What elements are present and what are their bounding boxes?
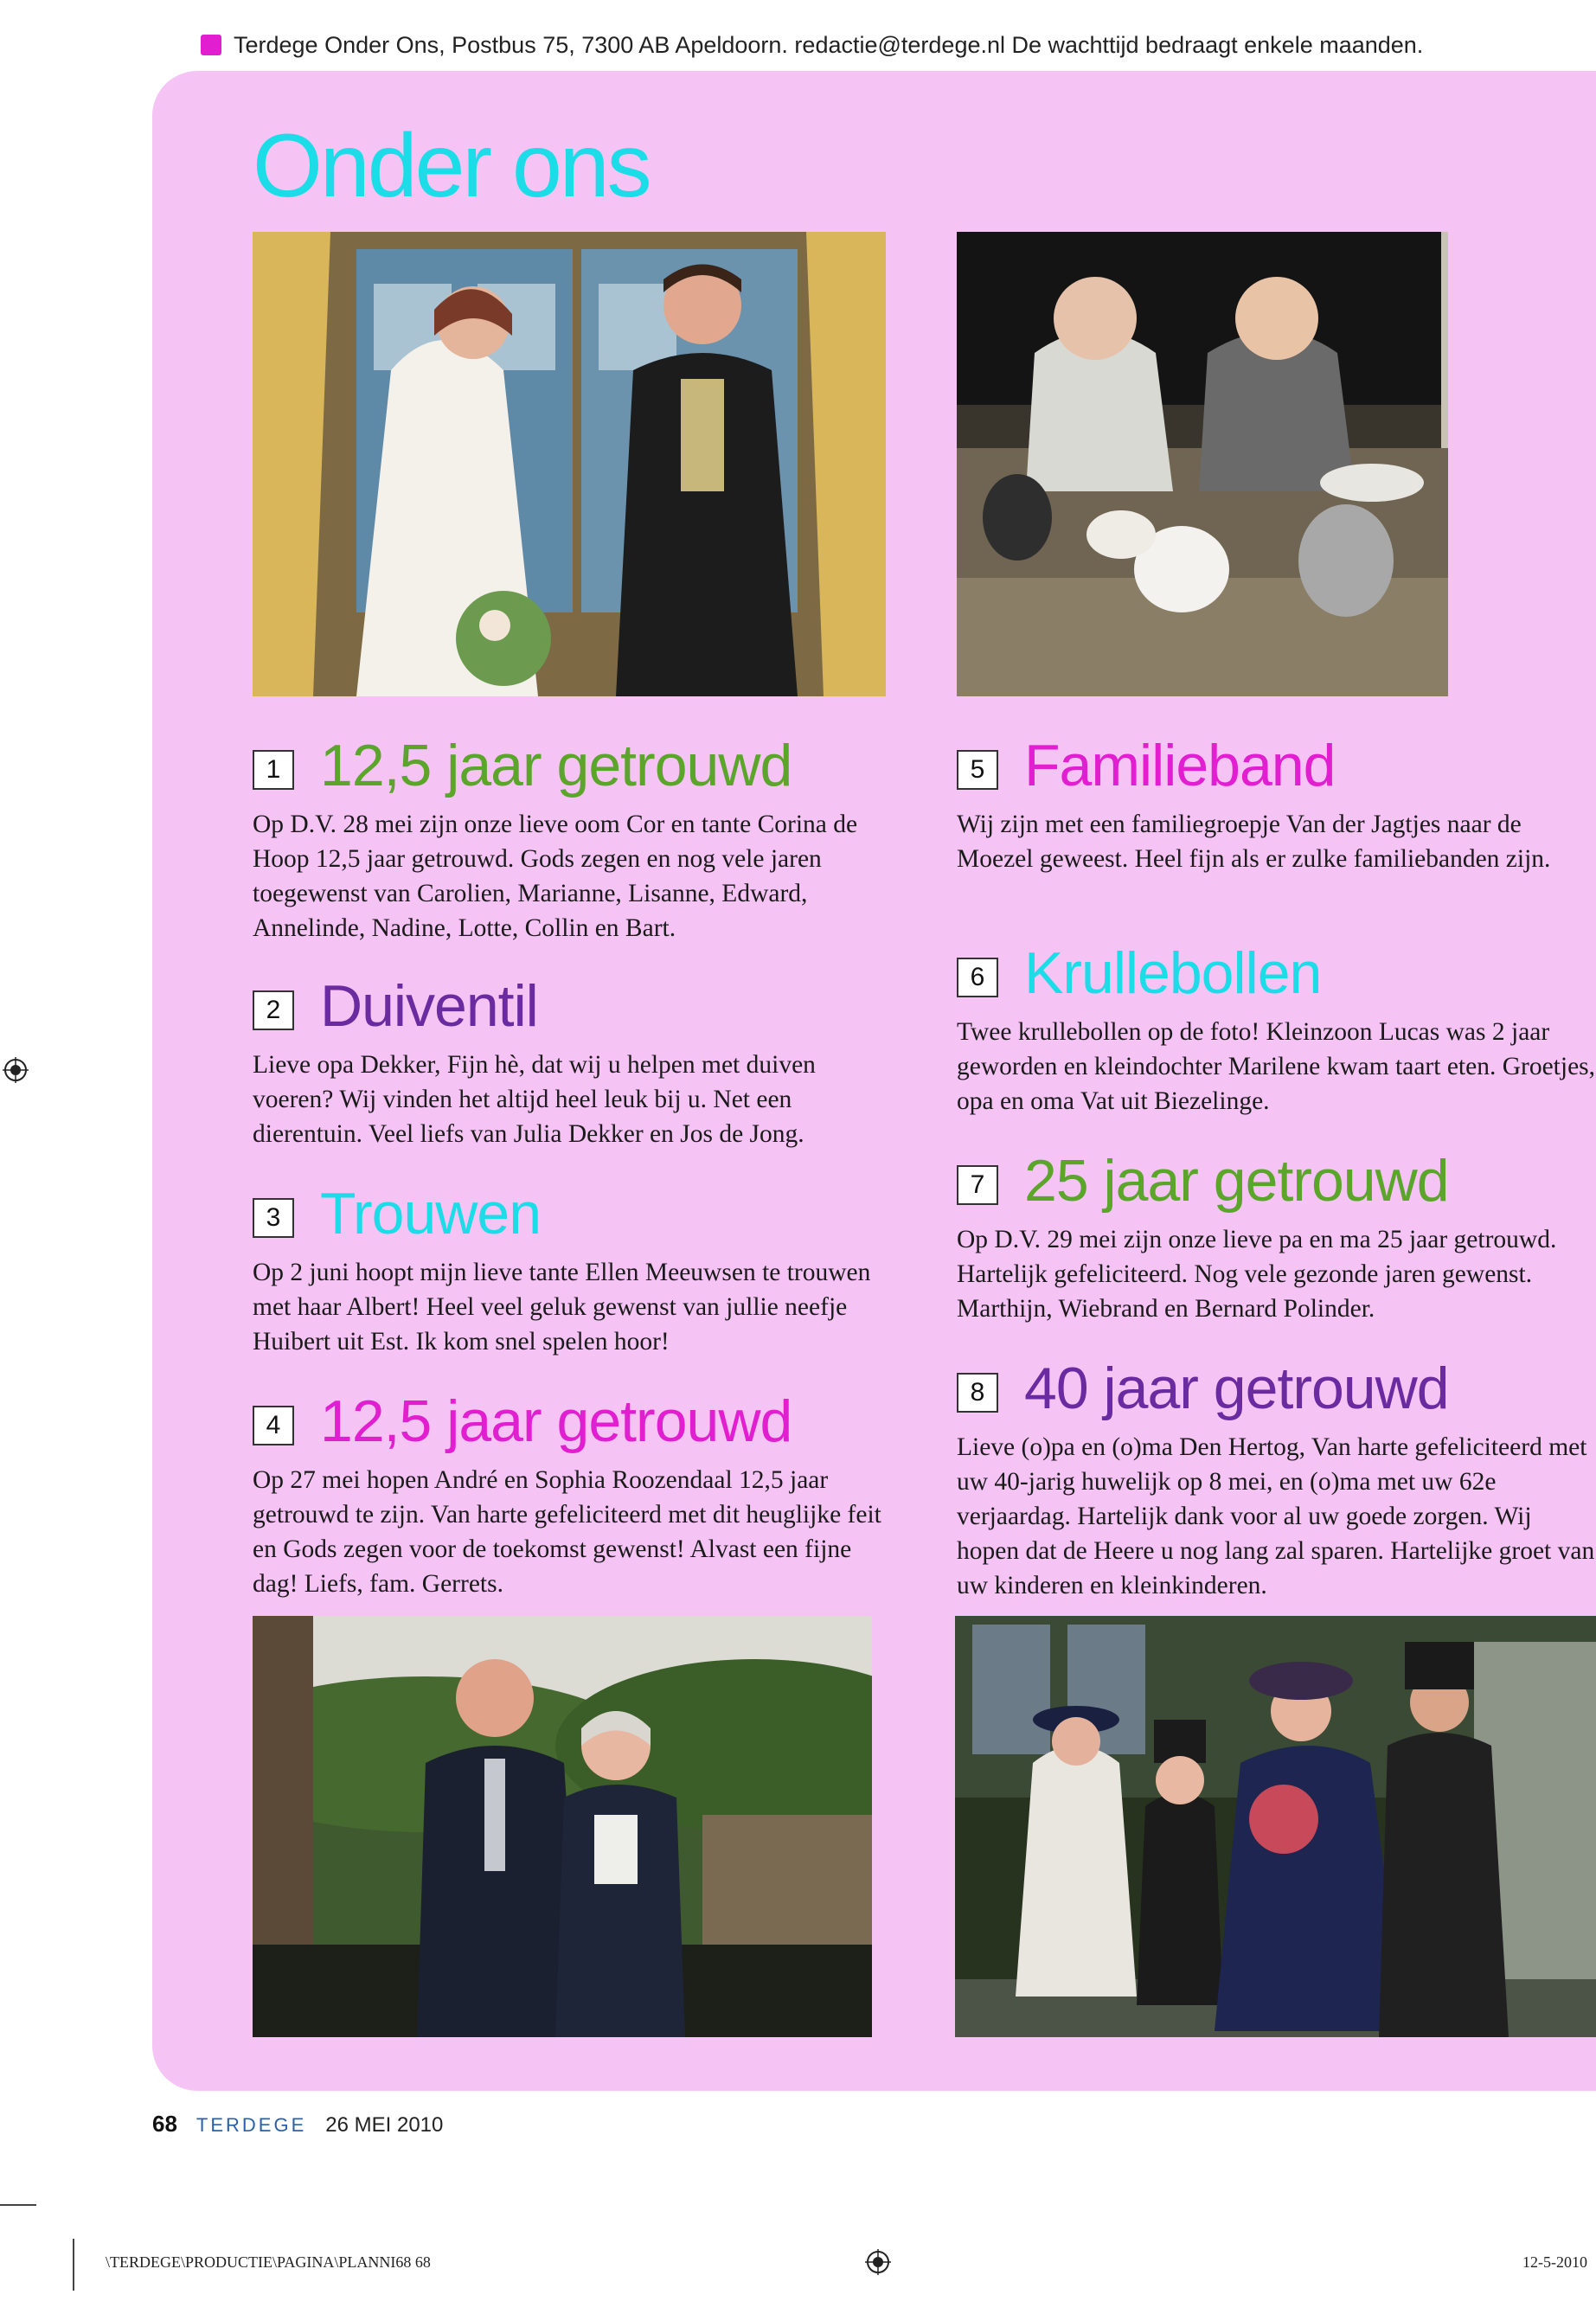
- page-title: Onder ons: [253, 116, 650, 216]
- magazine-name: TERDEGE: [195, 2114, 307, 2136]
- item-number: 7: [957, 1165, 998, 1205]
- item-heading: Familieband: [1024, 733, 1336, 798]
- announcement-3: [253, 1179, 893, 1359]
- page-footer: [152, 2111, 443, 2138]
- registration-mark-icon: [3, 1057, 29, 1083]
- item-text: Op D.V. 28 mei zijn onze lieve oom Cor en tante Corina de Hoop 12,5 jaar getrouwd. Gods zegen en nog vele jaren toegewenst van Carolien, Marianne, Lisanne, Edward, Annelinde, Nadine, Lotte, Collin en Bart.: [253, 811, 858, 942]
- item-heading: 12,5 jaar getrouwd: [320, 733, 792, 798]
- item-heading: 25 jaar getrouwd: [1024, 1148, 1449, 1214]
- item-number: 1: [253, 750, 294, 790]
- pigeons-photo: [957, 232, 1448, 696]
- item-text: Lieve opa Dekker, Fijn hè, dat wij u helpen met duiven voeren? Wij vinden het altijd heel leuk bij u. Net een dierentuin. Veel liefs van Julia Dekker en Jos de Jong.: [253, 1051, 816, 1148]
- magenta-square-icon: [201, 35, 221, 55]
- item-number: 5: [957, 750, 998, 790]
- family-costume-photo: [955, 1616, 1596, 2037]
- item-heading: 12,5 jaar getrouwd: [320, 1388, 792, 1454]
- item-text: Op 27 mei hopen André en Sophia Roozendaal 12,5 jaar getrouwd te zijn. Van harte gefeliciteerd met dit heuglijke feit en Gods zegen voor de toekomst gewenst! Alvast een fijne dag! Liefs, fam. Gerrets.: [253, 1466, 881, 1598]
- crop-mark: [73, 2239, 74, 2291]
- item-number: 6: [957, 958, 998, 997]
- item-number: 3: [253, 1198, 294, 1238]
- announcement-7: [957, 1146, 1596, 1326]
- item-text: Op 2 juni hoopt mijn lieve tante Ellen Meeuwsen te trouwen met haar Albert! Heel veel geluk gewenst van jullie neefje Huibert uit Est. Ik kom snel spelen hoor!: [253, 1259, 871, 1356]
- item-number: 8: [957, 1373, 998, 1413]
- issue-date: 26 MEI 2010: [325, 2113, 444, 2137]
- item-heading: Trouwen: [320, 1181, 542, 1247]
- announcement-1: [253, 731, 893, 945]
- print-slug-path: \TERDEGE\PRODUCTIE\PAGINA\PLANNI68 68: [106, 2253, 431, 2271]
- item-heading: Duiventil: [320, 973, 538, 1039]
- announcement-2: [253, 971, 893, 1151]
- couple-garden-photo: [253, 1616, 872, 2037]
- announcement-8: [957, 1354, 1596, 1603]
- item-text: Twee krullebollen op de foto! Kleinzoon Lucas was 2 jaar geworden en kleindochter Marilene kwam taart eten. Groetjes, opa en oma Vat uit Biezelinge.: [957, 1018, 1596, 1115]
- registration-mark-icon: [865, 2249, 891, 2275]
- item-heading: 40 jaar getrouwd: [1024, 1356, 1449, 1421]
- header-info-text: Terdege Onder Ons, Postbus 75, 7300 AB Apeldoorn. redactie@terdege.nl De wachttijd bedraagt enkele maanden.: [234, 31, 1424, 58]
- item-text: Lieve (o)pa en (o)ma Den Hertog, Van harte gefeliciteerd met uw 40-jarig huwelijk op 8 mei, en (o)ma met uw 62e verjaardag. Hartelijk dank voor al uw goede zorgen. Wij hopen dat de Heere u nog lang zal sparen. Hartelijke groet van uw kinderen en kleinkinderen.: [957, 1433, 1595, 1599]
- announcement-6: [957, 939, 1596, 1118]
- header-info-bar: [201, 26, 1423, 64]
- print-slug-date: 12-5-2010: [1522, 2253, 1587, 2271]
- page-number: 68: [152, 2111, 177, 2137]
- announcement-4: [253, 1387, 893, 1601]
- item-heading: Krullebollen: [1024, 940, 1322, 1006]
- item-text: Wij zijn met een familiegroepje Van der Jagtjes naar de Moezel geweest. Heel fijn als er zulke familiebanden zijn.: [957, 811, 1551, 873]
- item-number: 2: [253, 990, 294, 1030]
- item-number: 4: [253, 1406, 294, 1445]
- announcement-5: [957, 731, 1596, 876]
- wedding-photo: [253, 232, 886, 696]
- item-text: Op D.V. 29 mei zijn onze lieve pa en ma 25 jaar getrouwd. Hartelijk gefeliciteerd. Nog vele gezonde jaren gewenst. Marthijn, Wiebrand en Bernard Polinder.: [957, 1226, 1557, 1323]
- crop-mark: [0, 2204, 36, 2206]
